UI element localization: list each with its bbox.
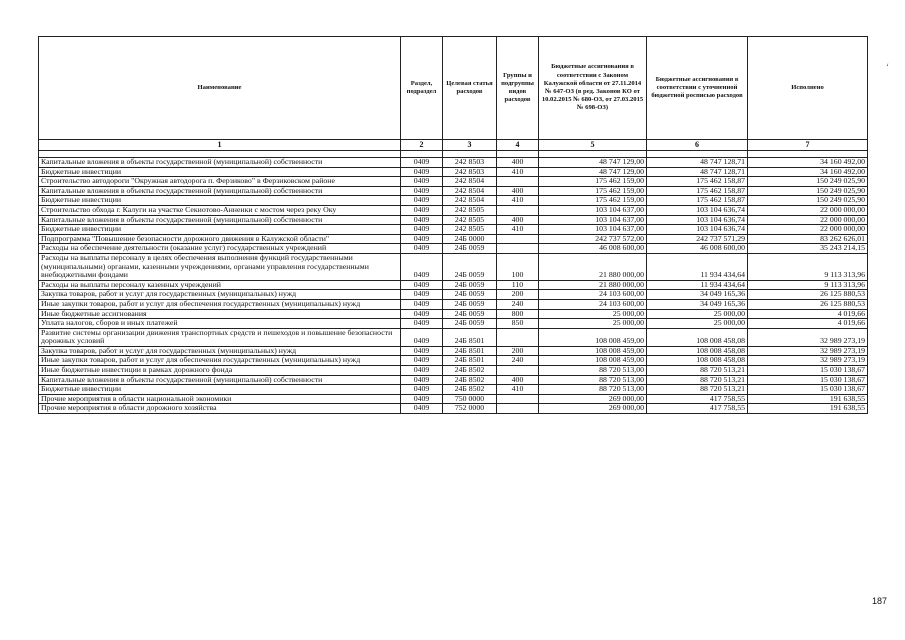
col-number: 3: [443, 140, 497, 151]
row-name: Бюджетные инвестиции: [39, 225, 401, 235]
row-name: Бюджетные инвестиции: [39, 167, 401, 177]
table-row: [39, 253, 868, 280]
row-law-amount: 108 008 459,00: [539, 356, 647, 366]
row-name: Бюджетные инвестиции: [39, 385, 401, 395]
row-expense-group: [497, 404, 539, 414]
row-expense-group: 100: [497, 253, 539, 280]
row-executed-amount: 9 113 313,96: [748, 253, 868, 280]
row-expense-group: 200: [497, 346, 539, 356]
row-law-amount: 269 000,00: [539, 404, 647, 414]
row-section: 0409: [401, 385, 443, 395]
row-refined-amount: 88 720 513,21: [647, 375, 748, 385]
table-row: [39, 404, 868, 414]
row-target-article: 24Б 0059: [443, 280, 497, 290]
row-executed-amount: 4 019,66: [748, 309, 868, 319]
row-refined-amount: 108 008 458,08: [647, 346, 748, 356]
table-body: [39, 151, 868, 414]
row-section: 0409: [401, 280, 443, 290]
row-expense-group: [497, 177, 539, 187]
budget-table: [38, 36, 868, 414]
page-number: 187: [872, 596, 888, 606]
row-name: Строительство обхода г. Калуги на участке Секиотово-Анненки с мостом через реку Оку: [39, 205, 401, 215]
row-name: Расходы на выплаты персоналу казенных учреждений: [39, 280, 401, 290]
row-refined-amount: 242 737 571,29: [647, 234, 748, 244]
row-refined-amount: 175 462 158,87: [647, 186, 748, 196]
row-target-article: 242 8504: [443, 196, 497, 206]
row-expense-group: [497, 244, 539, 254]
row-name: Закупка товаров, работ и услуг для государственных (муниципальных) нужд: [39, 346, 401, 356]
row-name: Расходы на выплаты персоналу в целях обеспечения выполнения функций государственными (муниципальными) органами, казенными учреждениями, органами управления государственными внебюджетными фондами: [39, 253, 401, 280]
row-executed-amount: 32 989 273,19: [748, 346, 868, 356]
row-target-article: 242 8504: [443, 177, 497, 187]
header-refined-allocations: Бюджетные ассигнования в соответствии с уточненной бюджетной росписью расходов: [647, 37, 748, 140]
row-law-amount: 25 000,00: [539, 309, 647, 319]
table-row: [39, 394, 868, 404]
row-section: 0409: [401, 346, 443, 356]
row-section: 0409: [401, 196, 443, 206]
row-target-article: 24Б 0059: [443, 299, 497, 309]
row-law-amount: 269 000,00: [539, 394, 647, 404]
row-expense-group: 110: [497, 280, 539, 290]
row-refined-amount: 103 104 636,74: [647, 215, 748, 225]
row-target-article: 242 8505: [443, 205, 497, 215]
row-refined-amount: 175 462 158,87: [647, 196, 748, 206]
row-refined-amount: 417 758,55: [647, 394, 748, 404]
table-row: [39, 375, 868, 385]
row-expense-group: 400: [497, 375, 539, 385]
row-name: Подпрограмма "Повышение безопасности дорожного движения в Калужской области": [39, 234, 401, 244]
row-section: 0409: [401, 215, 443, 225]
row-section: 0409: [401, 253, 443, 280]
table-row: [39, 234, 868, 244]
row-name: Иные закупки товаров, работ и услуг для обеспечения государственных (муниципальных) нужд: [39, 299, 401, 309]
row-section: 0409: [401, 375, 443, 385]
row-section: 0409: [401, 299, 443, 309]
row-target-article: 242 8505: [443, 225, 497, 235]
row-executed-amount: 15 030 138,67: [748, 385, 868, 395]
row-executed-amount: 83 262 626,01: [748, 234, 868, 244]
row-name: Прочие мероприятия в области дорожного хозяйства: [39, 404, 401, 414]
table-row: [39, 167, 868, 177]
row-target-article: 24Б 8501: [443, 328, 497, 346]
row-refined-amount: 48 747 128,71: [647, 167, 748, 177]
row-executed-amount: 34 160 492,00: [748, 158, 868, 168]
table-row: [39, 244, 868, 254]
row-refined-amount: 25 000,00: [647, 319, 748, 329]
row-executed-amount: 150 249 025,90: [748, 196, 868, 206]
row-executed-amount: 191 638,55: [748, 404, 868, 414]
row-law-amount: 242 737 572,00: [539, 234, 647, 244]
row-target-article: 24Б 0000: [443, 234, 497, 244]
col-number: 1: [39, 140, 401, 151]
row-law-amount: 103 104 637,00: [539, 225, 647, 235]
row-executed-amount: 32 989 273,19: [748, 328, 868, 346]
row-section: 0409: [401, 177, 443, 187]
row-target-article: 24Б 0059: [443, 253, 497, 280]
row-name: Капитальные вложения в объекты государственной (муниципальной) собственности: [39, 375, 401, 385]
row-expense-group: 410: [497, 225, 539, 235]
row-law-amount: 175 462 159,00: [539, 196, 647, 206]
row-section: 0409: [401, 394, 443, 404]
table-row: [39, 299, 868, 309]
row-refined-amount: 88 720 513,21: [647, 366, 748, 376]
row-target-article: 242 8505: [443, 215, 497, 225]
row-executed-amount: 32 989 273,19: [748, 356, 868, 366]
row-law-amount: 108 008 459,00: [539, 328, 647, 346]
table-row: [39, 205, 868, 215]
row-law-amount: 108 008 459,00: [539, 346, 647, 356]
row-executed-amount: 191 638,55: [748, 394, 868, 404]
row-name: Прочие мероприятия в области национальной экономики: [39, 394, 401, 404]
row-executed-amount: 150 249 025,90: [748, 186, 868, 196]
scan-mark: ‘: [886, 62, 889, 72]
table-row: [39, 346, 868, 356]
col-number: 4: [497, 140, 539, 151]
row-name: Иные бюджетные инвестиции в рамках дорожного фонда: [39, 366, 401, 376]
row-law-amount: 88 720 513,00: [539, 366, 647, 376]
header-target-article: Целевая статья расходов: [443, 37, 497, 140]
table-row: [39, 215, 868, 225]
table-row: [39, 196, 868, 206]
row-executed-amount: 4 019,66: [748, 319, 868, 329]
row-name: Расходы на обеспечение деятельности (оказание услуг) государственных учреждений: [39, 244, 401, 254]
row-expense-group: 240: [497, 356, 539, 366]
row-executed-amount: 15 030 138,67: [748, 366, 868, 376]
row-refined-amount: 25 000,00: [647, 309, 748, 319]
row-executed-amount: 26 125 880,53: [748, 299, 868, 309]
row-executed-amount: 15 030 138,67: [748, 375, 868, 385]
row-law-amount: 103 104 637,00: [539, 205, 647, 215]
row-law-amount: 88 720 513,00: [539, 385, 647, 395]
row-target-article: 242 8503: [443, 158, 497, 168]
col-number: 7: [748, 140, 868, 151]
row-refined-amount: 34 049 165,36: [647, 290, 748, 300]
table-row: [39, 280, 868, 290]
row-section: 0409: [401, 290, 443, 300]
row-target-article: 24Б 8501: [443, 356, 497, 366]
row-section: 0409: [401, 186, 443, 196]
row-law-amount: 25 000,00: [539, 319, 647, 329]
row-target-article: 24Б 0059: [443, 319, 497, 329]
row-name: Уплата налогов, сборов и иных платежей: [39, 319, 401, 329]
row-refined-amount: 103 104 636,74: [647, 205, 748, 215]
row-executed-amount: 22 000 000,00: [748, 225, 868, 235]
row-refined-amount: 417 758,55: [647, 404, 748, 414]
row-executed-amount: 26 125 880,53: [748, 290, 868, 300]
table-row: [39, 290, 868, 300]
row-executed-amount: 150 249 025,90: [748, 177, 868, 187]
row-target-article: 24Б 8502: [443, 375, 497, 385]
row-section: 0409: [401, 356, 443, 366]
row-section: 0409: [401, 366, 443, 376]
row-executed-amount: 22 000 000,00: [748, 215, 868, 225]
row-refined-amount: 103 104 636,74: [647, 225, 748, 235]
row-target-article: 24Б 8502: [443, 385, 497, 395]
table-row: [39, 158, 868, 168]
column-number-row: [39, 140, 868, 151]
row-section: 0409: [401, 309, 443, 319]
row-expense-group: [497, 205, 539, 215]
table-row: [39, 177, 868, 187]
row-section: 0409: [401, 167, 443, 177]
row-expense-group: [497, 234, 539, 244]
header-name: Наименование: [39, 37, 401, 140]
row-section: 0409: [401, 404, 443, 414]
row-refined-amount: 46 008 600,00: [647, 244, 748, 254]
row-law-amount: 24 103 600,00: [539, 299, 647, 309]
row-law-amount: 21 880 000,00: [539, 253, 647, 280]
table-row: [39, 366, 868, 376]
row-expense-group: 400: [497, 215, 539, 225]
row-executed-amount: 22 000 000,00: [748, 205, 868, 215]
header-section: Раздел, подраздел: [401, 37, 443, 140]
row-executed-amount: 35 243 214,15: [748, 244, 868, 254]
row-expense-group: 410: [497, 167, 539, 177]
row-section: 0409: [401, 158, 443, 168]
row-refined-amount: 48 747 128,71: [647, 158, 748, 168]
header-executed: Исполнено: [748, 37, 868, 140]
row-refined-amount: 11 934 434,64: [647, 280, 748, 290]
row-law-amount: 175 462 159,00: [539, 186, 647, 196]
row-law-amount: 21 880 000,00: [539, 280, 647, 290]
row-name: Иные бюджетные ассигнования: [39, 309, 401, 319]
row-section: 0409: [401, 205, 443, 215]
row-executed-amount: 9 113 313,96: [748, 280, 868, 290]
table-row: [39, 356, 868, 366]
row-expense-group: 200: [497, 290, 539, 300]
row-refined-amount: 175 462 158,87: [647, 177, 748, 187]
row-law-amount: 103 104 637,00: [539, 215, 647, 225]
row-expense-group: 800: [497, 309, 539, 319]
row-target-article: 24Б 8501: [443, 346, 497, 356]
row-law-amount: 46 008 600,00: [539, 244, 647, 254]
row-expense-group: 240: [497, 299, 539, 309]
row-law-amount: 88 720 513,00: [539, 375, 647, 385]
row-refined-amount: 11 934 434,64: [647, 253, 748, 280]
row-target-article: 242 8504: [443, 186, 497, 196]
table-row: [39, 225, 868, 235]
table-row: [39, 319, 868, 329]
row-name: Капитальные вложения в объекты государственной (муниципальной) собственности: [39, 215, 401, 225]
row-law-amount: 48 747 129,00: [539, 158, 647, 168]
col-number: 6: [647, 140, 748, 151]
row-expense-group: [497, 394, 539, 404]
row-expense-group: 850: [497, 319, 539, 329]
row-target-article: 242 8503: [443, 167, 497, 177]
table-row: [39, 328, 868, 346]
row-section: 0409: [401, 244, 443, 254]
col-number: 5: [539, 140, 647, 151]
row-name: Бюджетные инвестиции: [39, 196, 401, 206]
table-row: [39, 385, 868, 395]
row-name: Иные закупки товаров, работ и услуг для обеспечения государственных (муниципальных) нужд: [39, 356, 401, 366]
row-target-article: 752 0000: [443, 404, 497, 414]
header-expense-groups: Группы и подгруппы видов расходов: [497, 37, 539, 140]
row-section: 0409: [401, 225, 443, 235]
table-row: [39, 186, 868, 196]
header-law-allocations: Бюджетные ассигнования в соответствии с Законом Калужской области от 27.11.2014 № 647-ОЗ (в ред. Законов КО от 10.02.2015 № 680-ОЗ, от 27.03.2015 № 698-ОЗ): [539, 37, 647, 140]
row-expense-group: 400: [497, 158, 539, 168]
row-refined-amount: 108 008 458,08: [647, 328, 748, 346]
row-executed-amount: 34 160 492,00: [748, 167, 868, 177]
row-expense-group: [497, 328, 539, 346]
row-target-article: 24Б 0059: [443, 244, 497, 254]
row-target-article: 750 0000: [443, 394, 497, 404]
row-law-amount: 48 747 129,00: [539, 167, 647, 177]
row-law-amount: 175 462 159,00: [539, 177, 647, 187]
row-law-amount: 24 103 600,00: [539, 290, 647, 300]
row-name: Развитие системы организации движения транспортных средств и пешеходов и повышение безопасности дорожных условий: [39, 328, 401, 346]
row-name: Закупка товаров, работ и услуг для государственных (муниципальных) нужд: [39, 290, 401, 300]
row-name: Капитальные вложения в объекты государственной (муниципальной) собственности: [39, 158, 401, 168]
col-number: 2: [401, 140, 443, 151]
table-row: [39, 309, 868, 319]
row-name: Строительство автодороги "Окружная автодорога п. Ферзиково" в Ферзиковском районе: [39, 177, 401, 187]
row-expense-group: 400: [497, 186, 539, 196]
row-target-article: 24Б 0059: [443, 309, 497, 319]
row-refined-amount: 34 049 165,36: [647, 299, 748, 309]
row-expense-group: 410: [497, 385, 539, 395]
row-target-article: 24Б 0059: [443, 290, 497, 300]
row-expense-group: [497, 366, 539, 376]
row-section: 0409: [401, 319, 443, 329]
row-section: 0409: [401, 328, 443, 346]
row-target-article: 24Б 8502: [443, 366, 497, 376]
row-refined-amount: 88 720 513,21: [647, 385, 748, 395]
row-section: 0409: [401, 234, 443, 244]
spacer-row: [39, 151, 868, 158]
table-header-row: [39, 37, 868, 140]
row-name: Капитальные вложения в объекты государственной (муниципальной) собственности: [39, 186, 401, 196]
row-expense-group: 410: [497, 196, 539, 206]
row-refined-amount: 108 008 458,08: [647, 356, 748, 366]
